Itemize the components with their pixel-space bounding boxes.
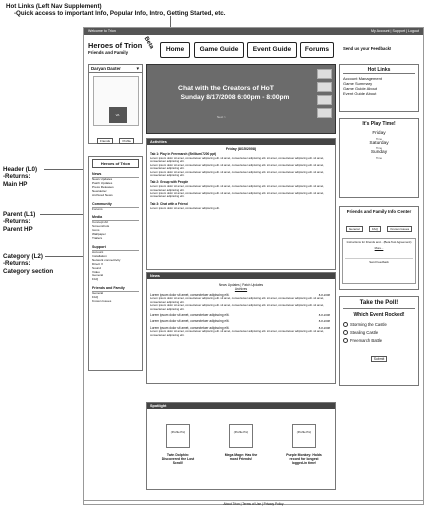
play-time-box <box>339 118 419 198</box>
annotation-parent-title: Parent (L1) <box>3 211 36 218</box>
activity-text: Lorem ipsum dolor sit amet, consectetuer adipiscing elit. <box>150 205 220 210</box>
ff-more-link[interactable]: More... <box>374 245 384 250</box>
nav-item[interactable]: Direct X <box>92 261 104 266</box>
send-feedback-link[interactable]: Send Feedback <box>345 258 413 264</box>
hot-link[interactable]: Event Guide About <box>343 91 377 96</box>
annotation-header-l0-title: Header (L0) <box>3 166 38 173</box>
news-panel <box>146 272 336 384</box>
activity-text: Lorem ipsum dolor sit amet, consectetuer adipiscing elit. sit amet, consectetuer adipiscing elit. sit amet, consectetuer adipiscing elit. sit amet, consectetuer adipiscing elit. <box>150 169 324 177</box>
user-box <box>88 64 143 144</box>
annotation-hotlinks-desc: -Quick access to important Info, Popular Info, Intro, Getting Started, etc. <box>14 10 226 18</box>
poll-title: Take the Poll! <box>343 300 415 309</box>
activities-header: Activities <box>147 139 335 145</box>
top-bar <box>84 28 423 35</box>
annotation-category-ret2: Category section <box>3 267 54 275</box>
account-links[interactable]: My Account | Support | Logout <box>370 29 419 33</box>
news-text: Lorem ipsum dolor sit amet, consectetuer adipiscing elit. sit amet, consectetuer adipiscing elit. sit amet, consectetuer adipiscing elit. sit amet, consectetuer adipiscing elit. <box>150 303 324 311</box>
nav-item[interactable]: Icons <box>92 228 100 233</box>
news-text: Lorem ipsum dolor sit amet, consectetuer adipiscing elit. sit amet, consectetuer adipiscing elit. sit amet, consectetuer adipiscing elit. sit amet, consectetuer adipiscing elit. <box>150 329 324 337</box>
nav-item[interactable]: Trailers <box>92 236 103 241</box>
nav-section-friends-family[interactable]: Friends and Family <box>92 286 139 292</box>
day-sunday: Sunday Time <box>370 150 388 160</box>
nav-item[interactable]: Account <box>92 249 104 254</box>
annotation-header-l0 <box>3 166 37 188</box>
nav-item[interactable]: Newsletter <box>92 188 107 193</box>
spotlight-caption[interactable]: Purple Monkey: Holds record for longest logged-in time! <box>286 453 322 465</box>
annotation-pointer <box>170 16 171 27</box>
annotation-hotlinks-title: Hot Links (Left Nav Supplement) <box>6 3 102 10</box>
user-name: Daryan Daxter <box>91 66 121 71</box>
nav-item[interactable]: FAQ <box>92 277 99 282</box>
poll-option[interactable]: Freemarch Battle <box>343 337 415 345</box>
banner-caption[interactable]: Next > <box>217 115 226 119</box>
nav-item[interactable]: Sound <box>92 265 101 270</box>
nav-item[interactable]: News Updates <box>92 177 113 181</box>
profile-pic[interactable]: (Profile Pic) <box>166 424 190 448</box>
spotlight-caption[interactable]: Mega Mage: Has the most Friends! <box>224 453 258 461</box>
hot-link[interactable]: Account Management <box>343 76 382 81</box>
banner-thumbnail[interactable] <box>317 108 332 118</box>
nav-section-community[interactable]: Community <box>92 202 139 208</box>
nav-item[interactable]: Forums <box>92 206 103 211</box>
poll-option[interactable]: Stealing Castle <box>343 329 415 337</box>
annotation-parent-ret: -Returns: <box>3 218 31 226</box>
site-logo[interactable] <box>88 35 155 55</box>
annotation-parent-ret2: Parent HP <box>3 225 33 233</box>
hot-link[interactable]: Game Summary <box>343 81 373 86</box>
ff-info-center <box>339 206 419 290</box>
beta-badge: Beta <box>142 35 155 51</box>
ff-info-title: Friends and Family Info Center <box>346 209 412 214</box>
poll-submit-button[interactable]: Submit <box>371 356 388 362</box>
nav-item[interactable]: Known Issues <box>92 299 112 304</box>
nav-section-news[interactable]: News <box>92 172 139 178</box>
annotation-pointer <box>40 214 88 215</box>
left-nav <box>88 156 143 371</box>
ff-general-button[interactable]: General <box>346 226 363 232</box>
user-name-select[interactable] <box>89 65 142 73</box>
news-tabs[interactable]: News Updates | Patch Updates <box>218 283 264 287</box>
logo-subtitle: Friends and Family <box>88 50 129 55</box>
news-item[interactable]: Lorem ipsum dolor sit amet, consectetuer adipiscing elit. 8-8-2008 <box>150 313 330 318</box>
banner-thumbnail[interactable] <box>317 69 332 79</box>
annotation-hotlinks <box>6 3 225 18</box>
nav-item[interactable]: FAQ <box>92 295 99 300</box>
radio-icon[interactable] <box>343 322 348 327</box>
activity-tab3[interactable]: Tab 3: Chat with a Friend <box>150 201 188 206</box>
chevron-down-icon: ▼ <box>135 66 140 71</box>
hot-links-title: Hot Links <box>343 67 415 74</box>
poll-question: Which Event Rocked! <box>353 312 405 318</box>
play-time-title: It's Play Time! <box>362 121 396 127</box>
nav-home-button[interactable]: Home <box>160 42 190 58</box>
activity-text: Lorem ipsum dolor sit amet, consectetuer adipiscing elit. sit amet, consectetuer adipiscing elit. sit amet, consectetuer adipiscing elit. sit amet, consectetuer adipiscing elit. <box>150 162 324 171</box>
news-item[interactable]: Lorem ipsum dolor sit amet, consectetuer adipiscing elit. 8-8-2008 Lorem ipsum dolor sit amet, consectetuer adipiscing elit. sit amet, consectetuer adipiscing elit. sit amet, consectetuer adipiscing elit. sit amet, consectetuer adipiscing elit. Lorem ipsum dolor sit amet, consectetuer adipiscing elit. sit amet, consectetuer adipiscing elit. sit amet, consectetuer adipiscing elit. sit amet, consectetuer adipiscing elit. <box>150 293 330 311</box>
profile-pic[interactable]: (Profile Pic) <box>229 424 253 448</box>
spotlight-header: Spotlight <box>147 403 335 409</box>
annotation-header-l0-ret2: Main HP <box>3 180 28 188</box>
feedback-link[interactable]: Send us your Feedback! <box>343 46 392 51</box>
nav-item[interactable]: Patch Updates <box>92 180 113 185</box>
nav-forums-button[interactable]: Forums <box>300 42 334 58</box>
profile-button[interactable]: Profile <box>119 138 134 144</box>
footer-links[interactable]: About Trion | Terms of Use | Privacy Policy <box>84 500 423 506</box>
nav-item[interactable]: Concept Art <box>92 220 109 225</box>
level-badge: VA <box>109 107 127 123</box>
event-banner[interactable] <box>146 64 336 134</box>
avatar <box>93 76 139 126</box>
news-archives-link[interactable]: Archives <box>234 287 248 291</box>
activities-panel <box>146 138 336 270</box>
ff-faq-button[interactable]: FAQ <box>369 226 381 232</box>
news-text: Lorem ipsum dolor sit amet, consectetuer adipiscing elit. sit amet, consectetuer adipiscing elit. sit amet, consectetuer adipiscing elit. sit amet, consectetuer adipiscing elit. <box>150 296 324 304</box>
ff-body: Instructions for Friends and... (Beta Test Agreement) <box>346 240 412 245</box>
nav-item[interactable]: Screenshots <box>92 224 110 229</box>
news-item[interactable]: Lorem ipsum dolor sit amet, consectetuer adipiscing elit. 8-8-2008 Lorem ipsum dolor sit amet, consectetuer adipiscing elit. sit amet, consectetuer adipiscing elit. sit amet, consectetuer adipiscing elit. sit amet, consectetuer adipiscing elit. <box>150 325 330 337</box>
nav-item[interactable]: Wallpaper <box>92 232 106 237</box>
activities-date: Friday (8/15/2008) <box>225 147 257 151</box>
nav-item[interactable]: Network connectivity <box>92 257 121 262</box>
nav-section-media[interactable]: Media <box>92 215 139 221</box>
nav-item[interactable]: Archived News <box>92 192 113 197</box>
news-header: News <box>147 273 335 279</box>
nav-item[interactable]: General <box>92 273 104 278</box>
nav-item[interactable]: Press Releases <box>92 184 114 189</box>
left-nav-header[interactable]: Heroes of Trion <box>92 159 139 168</box>
banner-thumbnail[interactable] <box>317 95 332 105</box>
nav-item[interactable]: General <box>92 291 104 296</box>
profile-pic[interactable]: (Profile Pic) <box>292 424 316 448</box>
nav-event-guide-button[interactable]: Event Guide <box>247 42 297 58</box>
activity-tab1[interactable]: Tab 1: Play in Freemarch (Brillium/7200 ppt) <box>150 152 217 156</box>
poll-option[interactable]: Storming the Castle <box>343 321 415 329</box>
nav-item[interactable]: Installation <box>92 253 107 258</box>
nav-section-support[interactable]: Support <box>92 245 139 251</box>
annotation-category-title: Category (L2) <box>3 253 43 260</box>
hot-link[interactable]: Game Guide About <box>343 86 378 91</box>
annotation-category-ret: -Returns: <box>3 260 31 268</box>
nav-game-guide-button[interactable]: Game Guide <box>194 42 244 58</box>
activity-text: Lorem ipsum dolor sit amet, consectetuer adipiscing elit. sit amet, consectetuer adipiscing elit. sit amet, consectetuer adipiscing elit. sit amet, consectetuer adipiscing elit. <box>150 191 324 199</box>
welcome-text: Welcome to Trion <box>88 29 116 33</box>
activity-text: Lorem ipsum dolor sit amet, consectetuer adipiscing elit. sit amet, consectetuer adipiscing elit. sit amet, consectetuer adipiscing elit. sit amet, consectetuer adipiscing elit. <box>150 155 324 164</box>
friends-button[interactable]: Friends <box>97 138 113 144</box>
banner-line2: Sunday 8/17/2008 6:00pm - 8:00pm <box>180 94 290 101</box>
news-item[interactable]: Lorem ipsum dolor sit amet, consectetuer adipiscing elit. 8-8-2008 <box>150 319 330 324</box>
day-saturday: Saturday Time <box>369 140 389 150</box>
radio-icon[interactable] <box>343 330 348 335</box>
activity-text: Lorem ipsum dolor sit amet, consectetuer adipiscing elit. sit amet, consectetuer adipiscing elit. sit amet, consectetuer adipiscing elit. sit amet, consectetuer adipiscing elit. <box>150 184 324 192</box>
banner-thumbnail[interactable] <box>317 82 332 92</box>
annotation-header-l0-ret: -Returns: <box>3 173 31 181</box>
activity-tab2[interactable]: Tab 2: Group with People <box>150 180 189 185</box>
spotlight-caption[interactable]: Twin Dolphin: Discovered the Lost Scroll! <box>161 453 195 465</box>
ff-tabs <box>342 217 416 235</box>
ff-known-issues-button[interactable]: Known Issues <box>387 226 412 232</box>
day-friday: Friday Time <box>372 131 386 141</box>
poll-box <box>339 296 419 386</box>
hot-links-box <box>339 64 419 112</box>
banner-line1: Chat with the Creators of HoT <box>178 85 274 92</box>
annotation-parent-l1 <box>3 211 35 233</box>
radio-icon[interactable] <box>343 338 348 343</box>
nav-item[interactable]: Video <box>92 269 100 274</box>
logo-title: Heroes of Trion <box>88 41 143 50</box>
